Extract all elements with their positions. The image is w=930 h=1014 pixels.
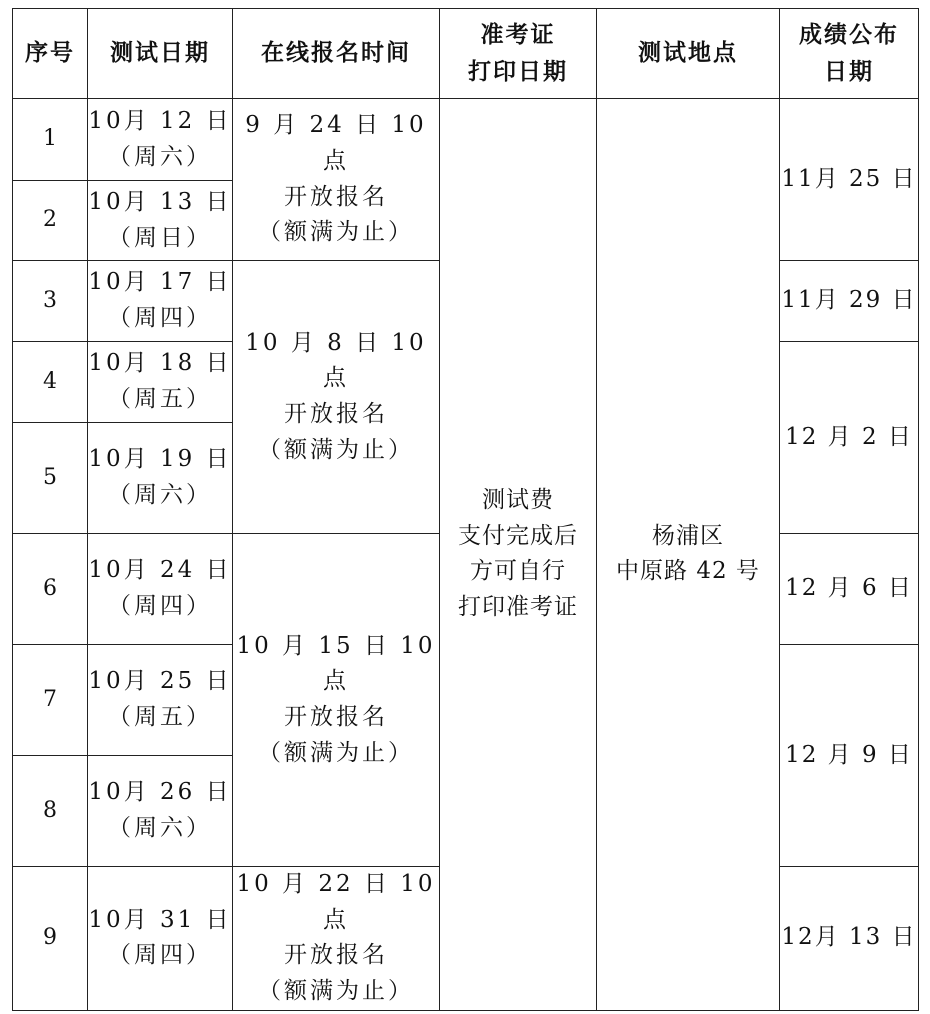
header-admit-print-line2: 打印日期 bbox=[468, 58, 568, 85]
header-row bbox=[13, 9, 919, 99]
test-date-cell bbox=[88, 261, 233, 342]
seq-cell: 9 bbox=[13, 867, 88, 1011]
registration-note: （额满为止） bbox=[258, 977, 414, 1004]
test-weekday: （周日） bbox=[108, 224, 212, 251]
result-date-cell: 12月 13 日 bbox=[780, 867, 919, 1011]
registration-open: 开放报名 bbox=[284, 704, 388, 730]
registration-open: 开放报名 bbox=[284, 401, 388, 427]
registration-note: （额满为止） bbox=[258, 436, 414, 463]
result-date-cell: 11月 29 日 bbox=[780, 261, 919, 342]
test-weekday: （周四） bbox=[108, 305, 212, 331]
location-line2: 中原路 42 号 bbox=[616, 558, 760, 585]
header-test-date: 测试日期 bbox=[88, 9, 233, 99]
registration-cell bbox=[233, 261, 440, 534]
admit-print-line1: 测试费 bbox=[482, 487, 554, 513]
header-admit-print-line1: 准考证 bbox=[480, 21, 556, 48]
test-weekday: （周四） bbox=[108, 942, 212, 969]
header-result-date bbox=[780, 9, 919, 99]
table-row bbox=[13, 99, 919, 181]
seq-cell: 6 bbox=[13, 534, 88, 645]
test-weekday: （周五） bbox=[108, 386, 212, 412]
registration-time: 9 月 24 日 10 点 bbox=[245, 112, 427, 174]
seq-cell: 4 bbox=[13, 342, 88, 423]
seq-cell: 5 bbox=[13, 423, 88, 534]
test-date: 10月 17 日 bbox=[88, 269, 232, 296]
result-date-cell: 11月 25 日 bbox=[780, 99, 919, 261]
test-date: 10月 24 日 bbox=[88, 557, 232, 584]
admit-print-cell bbox=[440, 99, 597, 1011]
admit-print-line3: 方可自行 bbox=[470, 558, 566, 585]
registration-cell bbox=[233, 867, 440, 1011]
registration-note: （额满为止） bbox=[258, 739, 414, 766]
test-date-cell bbox=[88, 645, 233, 756]
test-date: 10月 31 日 bbox=[88, 906, 232, 933]
result-date-cell: 12 月 2 日 bbox=[780, 342, 919, 534]
header-registration: 在线报名时间 bbox=[233, 9, 440, 99]
admit-print-line2: 支付完成后 bbox=[458, 522, 578, 549]
registration-cell bbox=[233, 99, 440, 261]
test-date: 10月 25 日 bbox=[88, 668, 232, 695]
location-line1: 杨浦区 bbox=[652, 522, 724, 549]
header-location: 测试地点 bbox=[597, 9, 780, 99]
test-weekday: （周四） bbox=[108, 593, 212, 619]
seq-cell: 1 bbox=[13, 99, 88, 181]
test-date-cell bbox=[88, 534, 233, 645]
header-result-line2: 日期 bbox=[824, 58, 874, 85]
test-date: 10月 13 日 bbox=[88, 188, 232, 215]
admit-print-line4: 打印准考证 bbox=[458, 593, 578, 620]
registration-time: 10 月 15 日 10 点 bbox=[236, 632, 436, 695]
header-seq: 序号 bbox=[13, 9, 88, 99]
test-date-cell bbox=[88, 342, 233, 423]
registration-time: 10 月 8 日 10 点 bbox=[245, 329, 427, 392]
header-result-line1: 成绩公布 bbox=[799, 21, 899, 48]
seq-cell: 2 bbox=[13, 181, 88, 261]
seq-cell: 3 bbox=[13, 261, 88, 342]
test-date: 10月 19 日 bbox=[88, 446, 232, 473]
test-date: 10月 12 日 bbox=[88, 107, 232, 134]
test-date-cell bbox=[88, 867, 233, 1011]
location-cell bbox=[597, 99, 780, 1011]
test-weekday: （周六） bbox=[108, 143, 212, 170]
test-schedule-table bbox=[12, 8, 919, 1011]
registration-open: 开放报名 bbox=[284, 942, 388, 969]
registration-cell bbox=[233, 534, 440, 867]
result-date-cell: 12 月 6 日 bbox=[780, 534, 919, 645]
test-date-cell bbox=[88, 181, 233, 261]
test-date: 10月 18 日 bbox=[88, 350, 232, 377]
seq-cell: 7 bbox=[13, 645, 88, 756]
result-date-cell: 12 月 9 日 bbox=[780, 645, 919, 867]
test-date-cell bbox=[88, 756, 233, 867]
test-date-cell bbox=[88, 423, 233, 534]
test-date: 10月 26 日 bbox=[88, 779, 232, 806]
test-weekday: （周六） bbox=[108, 815, 212, 841]
registration-open: 开放报名 bbox=[284, 183, 388, 210]
test-weekday: （周五） bbox=[108, 704, 212, 730]
header-admit-print bbox=[440, 9, 597, 99]
registration-note: （额满为止） bbox=[258, 219, 414, 246]
seq-cell: 8 bbox=[13, 756, 88, 867]
test-date-cell bbox=[88, 99, 233, 181]
registration-time: 10 月 22 日 10 点 bbox=[236, 871, 436, 933]
test-weekday: （周六） bbox=[108, 482, 212, 508]
